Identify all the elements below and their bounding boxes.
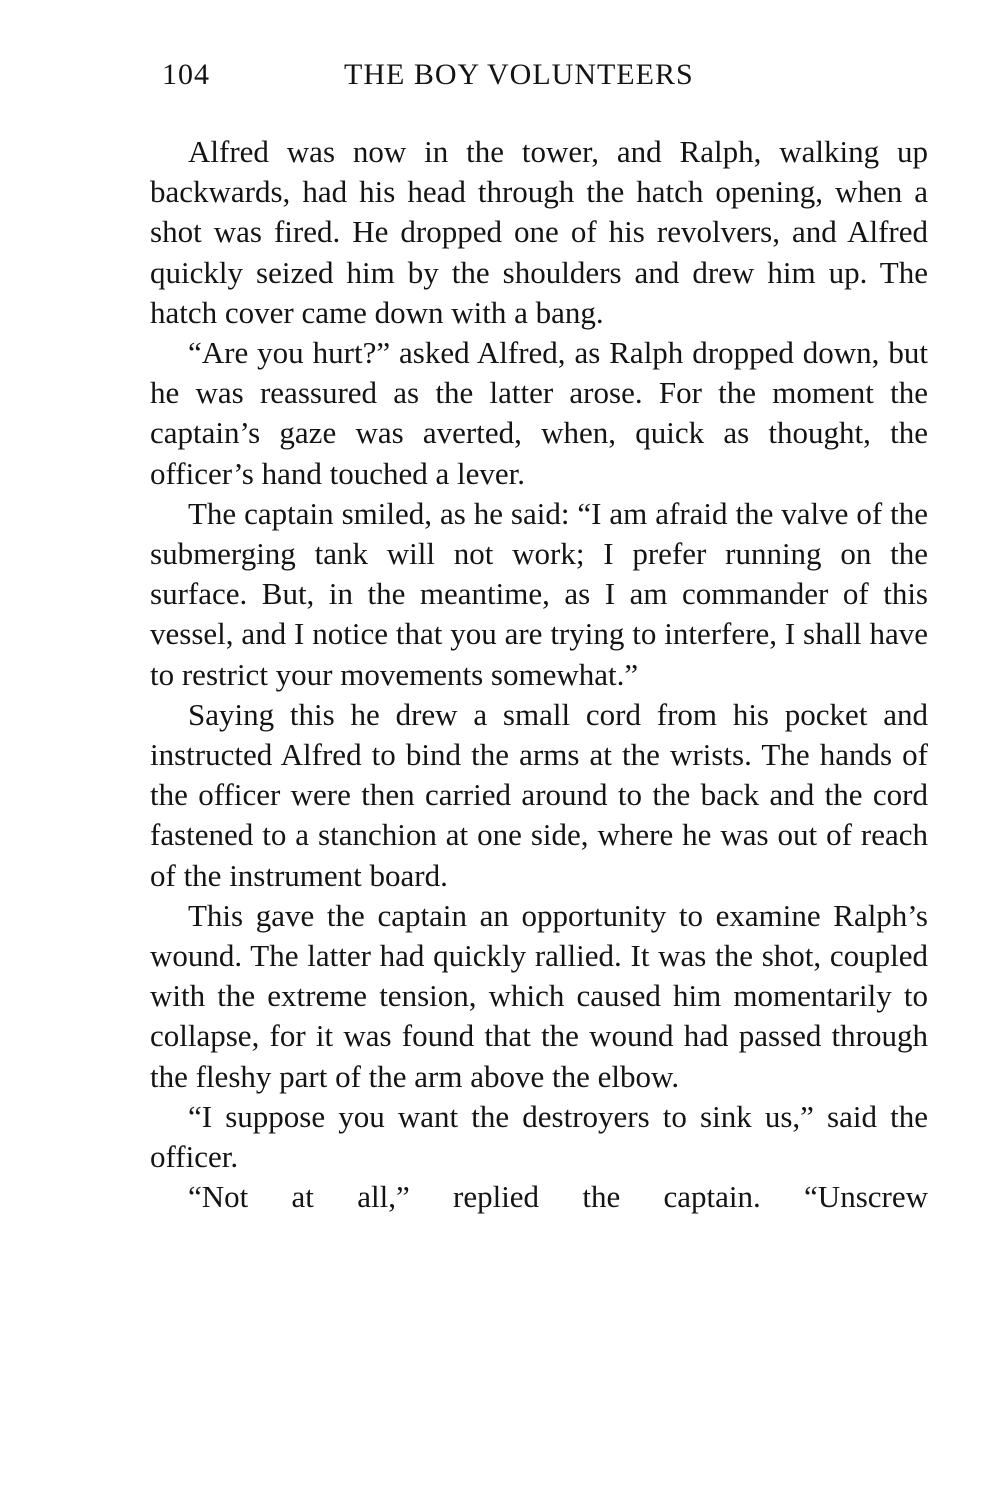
paragraph: Alfred was now in the tower, and Ralph, walking up backwards, had his head through the hatch opening, when a shot was fired. He dropped one of his revolvers, and Alfred quickly seized him by the shoulders and drew him up. The hatch cover came down with a bang.: [150, 134, 928, 330]
body-text: [150, 132, 928, 1217]
paragraph: “I suppose you want the destroyers to sink us,” said the officer.: [150, 1098, 928, 1175]
page-number: 104: [162, 58, 210, 91]
paragraph: The captain smiled, as he said: “I am afraid the valve of the submerging tank will not work; I prefer running on the surface. But, in the meantime, as I am commander of this vessel, and I notice that you are trying to interfere, I shall have to restrict your movements somewhat.”: [150, 495, 928, 692]
paragraph: “Not at all,” replied the captain. “Unscrew: [188, 1179, 928, 1215]
running-head: [150, 58, 928, 102]
running-title: THE BOY VOLUNTEERS: [344, 58, 694, 91]
paragraph: Saying this he drew a small cord from his pocket and instructed Alfred to bind the arms at the wrists. The hands of the officer were then carried around to the back and the cord fastened to a stanchion at one side, where he was out of reach of the instrument board.: [150, 696, 928, 893]
book-page: [150, 58, 928, 1217]
paragraph: “Are you hurt?” asked Alfred, as Ralph dropped down, but he was reassured as the latter arose. For the moment the captain’s gaze was averted, when, quick as thought, the officer’s hand touched a lever.: [150, 335, 928, 491]
paragraph: This gave the captain an opportunity to examine Ralph’s wound. The latter had quickly rallied. It was the shot, coupled with the extreme tension, which caused him momentarily to collapse, for it was found that the wound had passed through the fleshy part of the arm above the elbow.: [150, 897, 928, 1094]
